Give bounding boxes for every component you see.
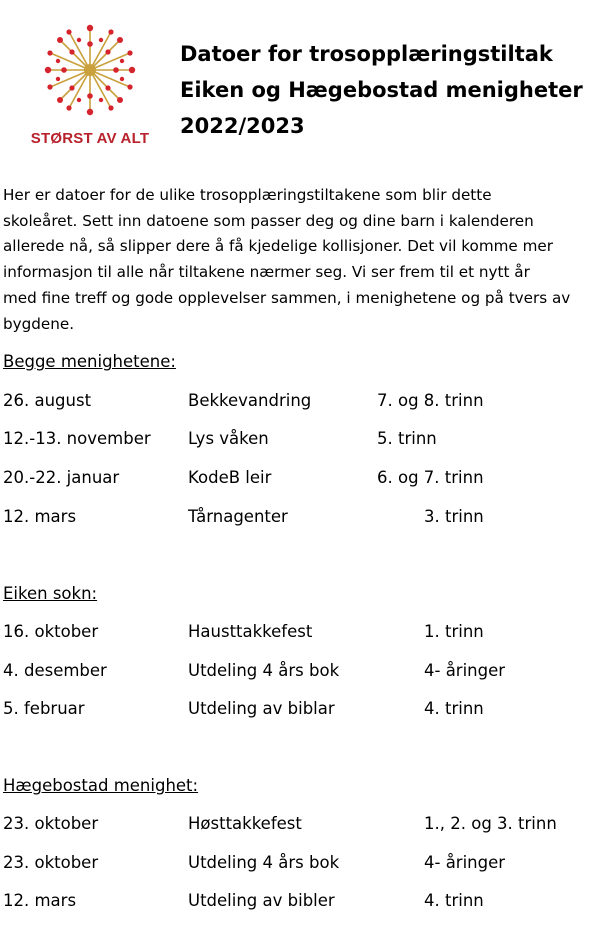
table-row (3, 699, 599, 723)
event-date: 12.-13. november (3, 429, 151, 448)
event-date: 16. oktober (3, 622, 99, 641)
event-grade: 4. trinn (424, 891, 484, 910)
intro-line: med fine treff og gode opplevelser sammen, i menighetene og på tvers av (3, 288, 571, 307)
event-name: Utdeling 4 års bok (188, 661, 340, 680)
title-line: Eiken og Hægebostad menigheter (180, 78, 583, 102)
event-name: Lys våken (188, 429, 269, 448)
event-date: 26. august (3, 391, 92, 410)
intro-line: skoleåret. Sett inn datoene som passer deg og dine barn i kalenderen (3, 211, 534, 230)
title-line: Datoer for trosopplæringstiltak (180, 42, 553, 66)
event-grade: 4- åringer (424, 661, 506, 680)
event-grade: 4. trinn (424, 699, 484, 718)
event-name: Utdeling av bibler (188, 891, 335, 910)
table-row (3, 468, 599, 492)
table-row (3, 622, 599, 646)
page-title (180, 36, 583, 144)
event-name: Bekkevandring (188, 391, 312, 410)
event-grade: 5. trinn (377, 429, 437, 448)
event-name: Utdeling av biblar (188, 699, 335, 718)
event-name: Hausttakkefest (188, 622, 313, 641)
logo-text: STØRST AV ALT (30, 130, 150, 147)
event-date: 12. mars (3, 891, 77, 910)
intro-line: allerede nå, så slipper dere å få kjedelige kollisjoner. Det vil komme mer (3, 237, 553, 256)
event-date: 23. oktober (3, 853, 99, 872)
event-date: 12. mars (3, 507, 77, 526)
intro-line: informasjon til alle når tiltakene nærmer seg. Vi ser frem til et nytt år (3, 263, 530, 282)
table-row (3, 814, 599, 838)
section-heading-begge: Begge menighetene: (3, 352, 176, 371)
event-name: Tårnagenter (188, 507, 288, 526)
intro-line: Her er datoer for de ulike trosopplæringstiltakene som blir dette (3, 186, 492, 204)
event-date: 5. februar (3, 699, 85, 718)
event-grade: 7. og 8. trinn (377, 391, 484, 410)
table-row (3, 661, 599, 685)
intro-paragraph (3, 183, 599, 337)
event-grade: 1. trinn (424, 622, 484, 641)
event-grade: 4- åringer (424, 853, 506, 872)
table-row (3, 891, 599, 915)
table-row (3, 853, 599, 877)
event-grade: 3. trinn (424, 507, 484, 526)
event-date: 23. oktober (3, 814, 99, 833)
logo (28, 22, 152, 148)
table-row (3, 507, 599, 531)
title-line: 2022/2023 (180, 114, 305, 138)
event-name: Høsttakkefest (188, 814, 302, 833)
intro-line: bygdene. (3, 314, 75, 333)
event-name: Utdeling 4 års bok (188, 853, 340, 872)
table-row (3, 391, 599, 415)
event-grade: 1., 2. og 3. trinn (424, 814, 557, 833)
event-grade: 6. og 7. trinn (377, 468, 484, 487)
section-heading-eiken: Eiken sokn: (3, 584, 98, 603)
star-burst-icon (28, 22, 152, 128)
section-heading-haegebostad: Hægebostad menighet: (3, 776, 199, 795)
event-name: KodeB leir (188, 468, 272, 487)
event-date: 20.-22. januar (3, 468, 120, 487)
event-date: 4. desember (3, 661, 107, 680)
table-row (3, 429, 599, 453)
